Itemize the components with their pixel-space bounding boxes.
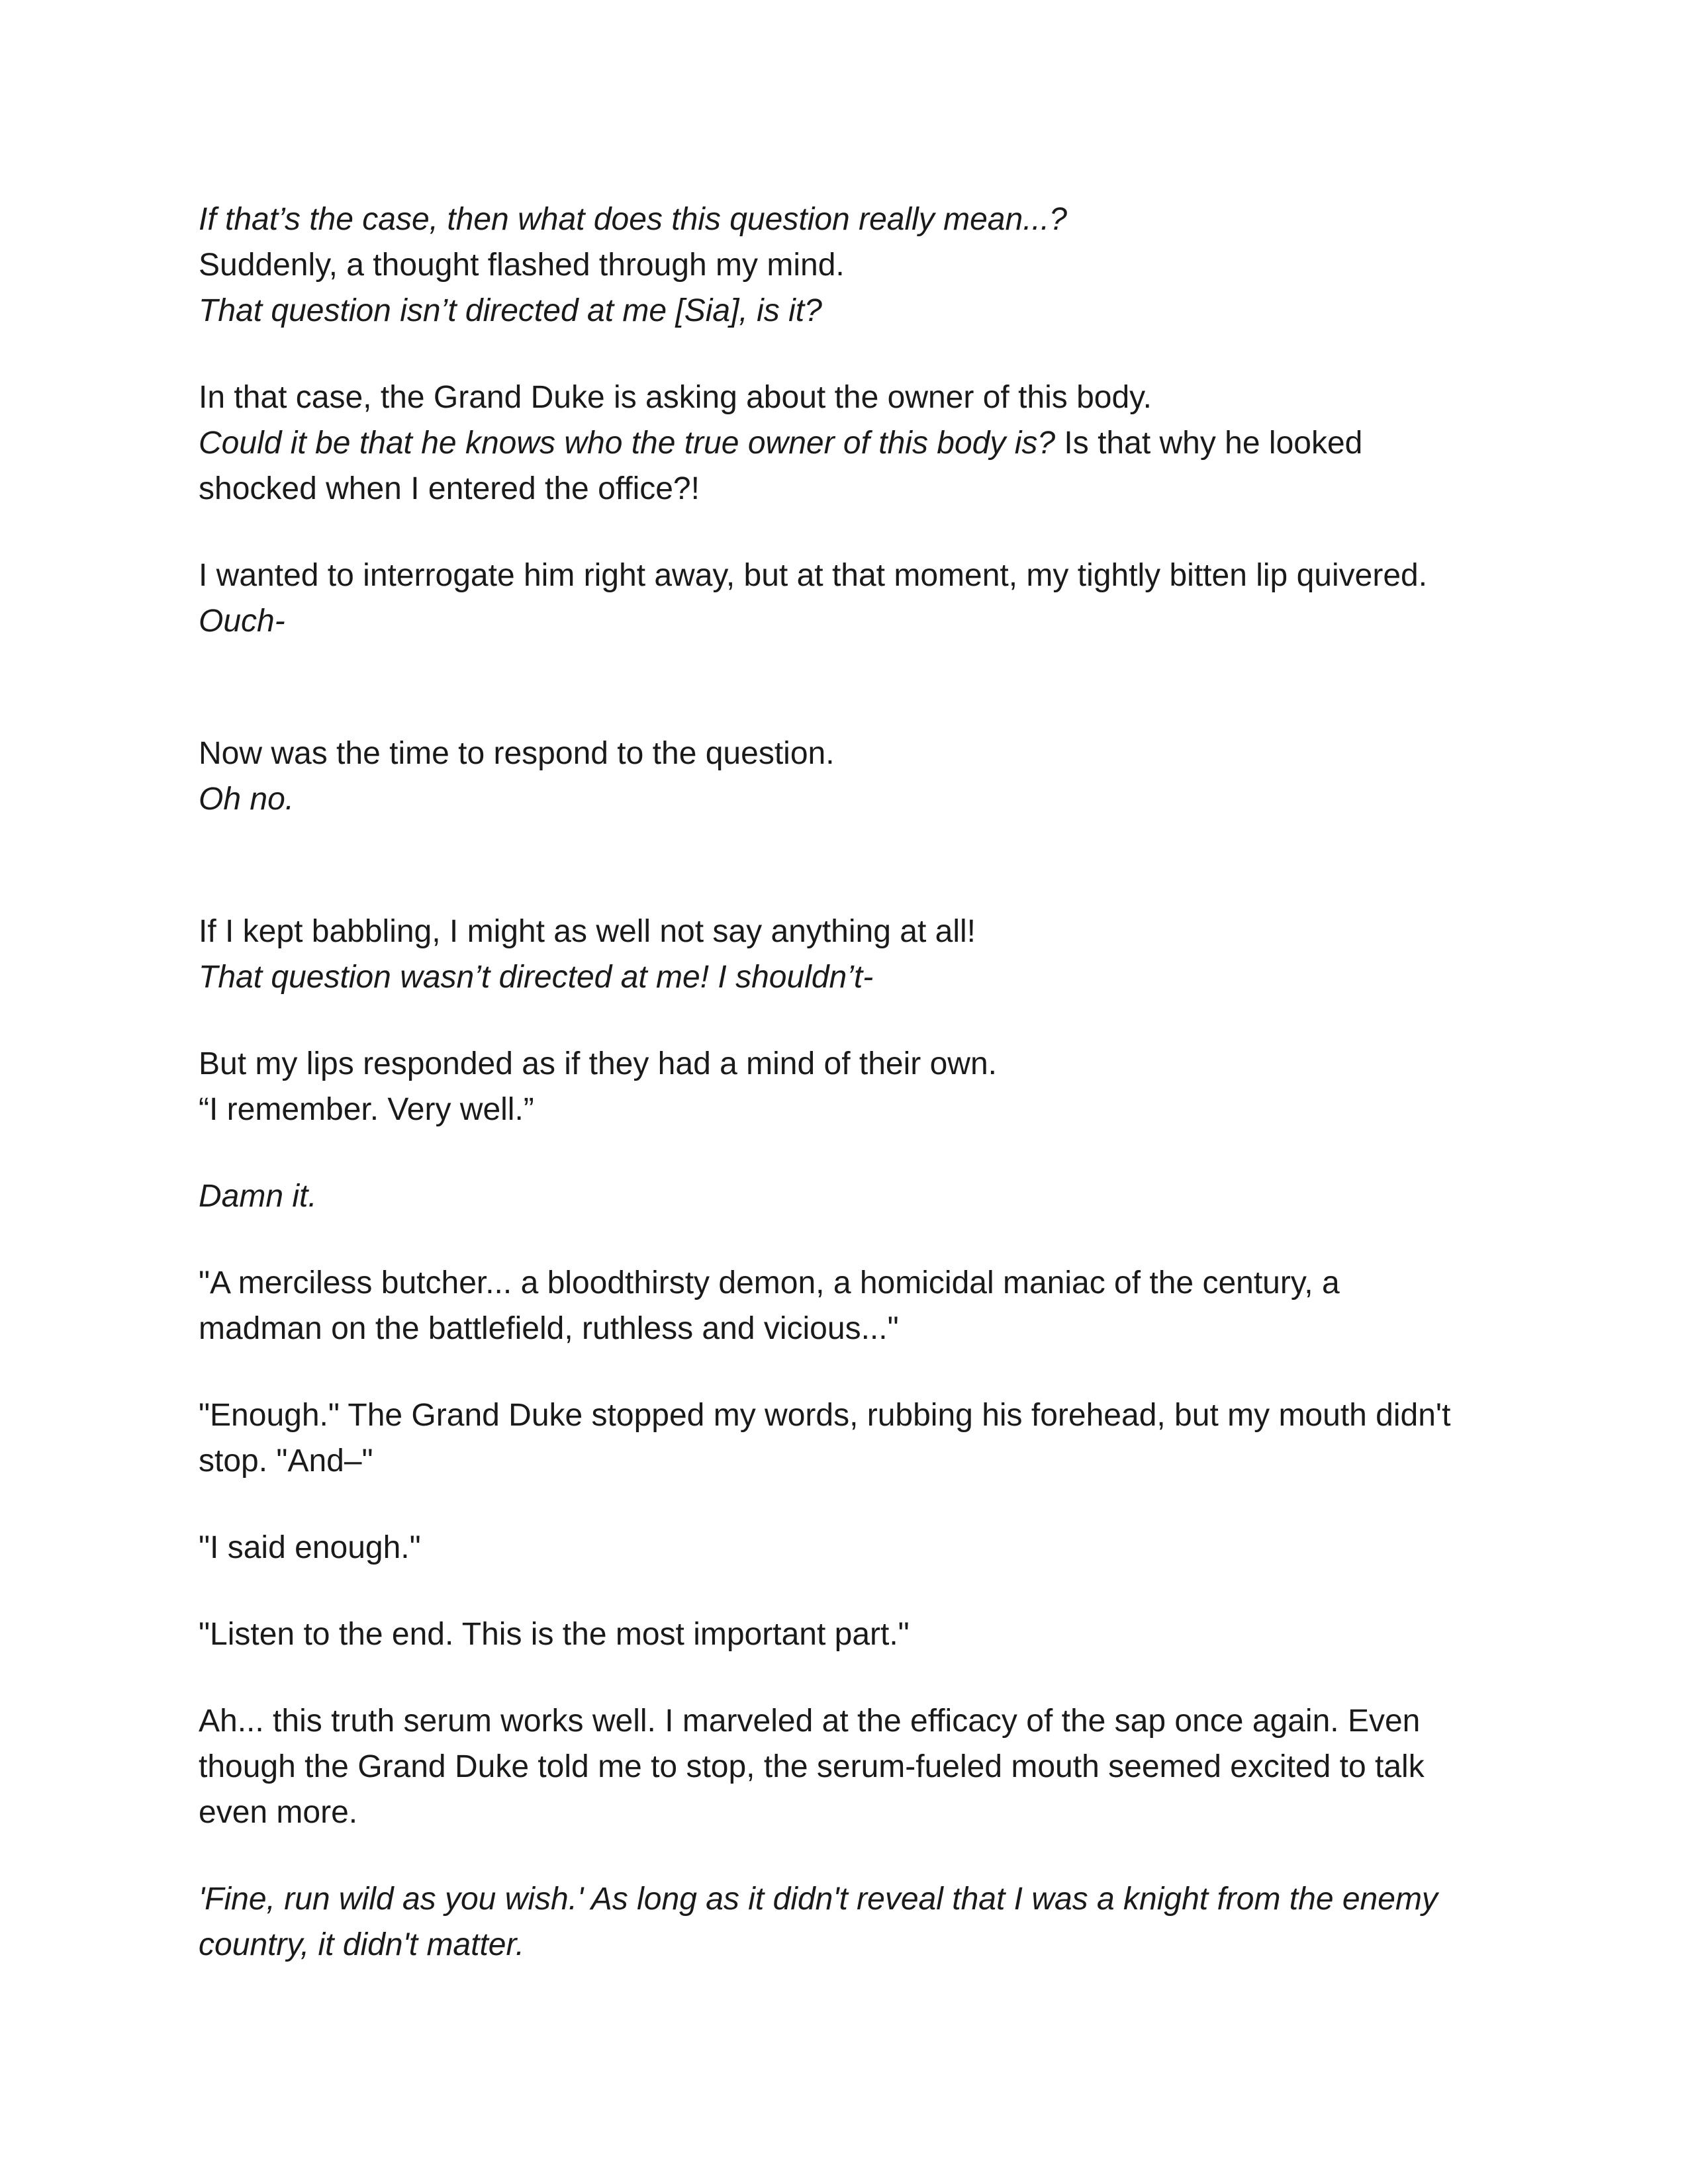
text-line: Oh no. [199,782,295,817]
paragraph-spacer [199,1219,1496,1260]
text-line: Ouch- [199,604,285,639]
text-line: Ah... this truth serum works well. I marveled at the efficacy of the sap once again. Even [199,1704,1421,1739]
text-line: Suddenly, a thought flashed through my mind. [199,248,845,283]
paragraph-spacer [199,1570,1496,1612]
paragraph [199,1260,1496,1351]
paragraph [199,731,1496,822]
document-body [199,197,1496,1968]
text-line: "Enough." The Grand Duke stopped my words, rubbing his forehead, but my mouth didn't [199,1398,1451,1433]
paragraph-spacer [199,644,1496,731]
text-line: 'Fine, run wild as you wish.' As long as it didn't reveal that I was a knight from the enemy [199,1882,1438,1917]
text-line: In that case, the Grand Duke is asking about the owner of this body. [199,380,1152,415]
text-line: If that’s the case, then what does this question really mean...? [199,202,1067,237]
paragraph [199,553,1496,644]
text-line: Could it be that he knows who the true owner of this body is? Is that why he looked [199,426,1363,461]
text-line: If I kept babbling, I might as well not say anything at all! [199,914,976,949]
text-line: "A merciless butcher... a bloodthirsty demon, a homicidal maniac of the century, a [199,1265,1340,1300]
text-line: Now was the time to respond to the question. [199,736,835,771]
text-line: “I remember. Very well.” [199,1092,534,1127]
paragraph-spacer [199,512,1496,553]
paragraph [199,1698,1496,1835]
text-line: shocked when I entered the office?! [199,471,700,506]
text-line: "Listen to the end. This is the most important part." [199,1617,910,1652]
text-line: though the Grand Duke told me to stop, the serum-fueled mouth seemed excited to talk [199,1749,1425,1784]
paragraph [199,1612,1496,1657]
paragraph-spacer [199,1835,1496,1876]
paragraph-spacer [199,822,1496,909]
paragraph [199,1876,1496,1968]
paragraph-spacer [199,1351,1496,1392]
text-line: But my lips responded as if they had a mind of their own. [199,1046,997,1081]
paragraph [199,1173,1496,1219]
paragraph-spacer [199,1132,1496,1173]
text-line: That question isn’t directed at me [Sia], is it? [199,293,822,328]
text-line: country, it didn't matter. [199,1927,525,1962]
text-line: I wanted to interrogate him right away, but at that moment, my tightly bitten lip quivered. [199,558,1428,593]
paragraph [199,1525,1496,1570]
paragraph [199,197,1496,334]
paragraph-spacer [199,334,1496,375]
paragraph [199,1041,1496,1132]
text-line: Damn it. [199,1179,317,1214]
text-line: "I said enough." [199,1530,421,1565]
text-line: That question wasn’t directed at me! I shouldn’t- [199,960,874,995]
paragraph-spacer [199,1484,1496,1525]
paragraph [199,1392,1496,1484]
text-line: stop. "And–" [199,1443,373,1479]
text-line: madman on the battlefield, ruthless and vicious..." [199,1311,899,1346]
text-line: even more. [199,1795,358,1830]
paragraph-spacer [199,1000,1496,1041]
paragraph [199,375,1496,512]
paragraph-spacer [199,1657,1496,1698]
paragraph [199,909,1496,1000]
